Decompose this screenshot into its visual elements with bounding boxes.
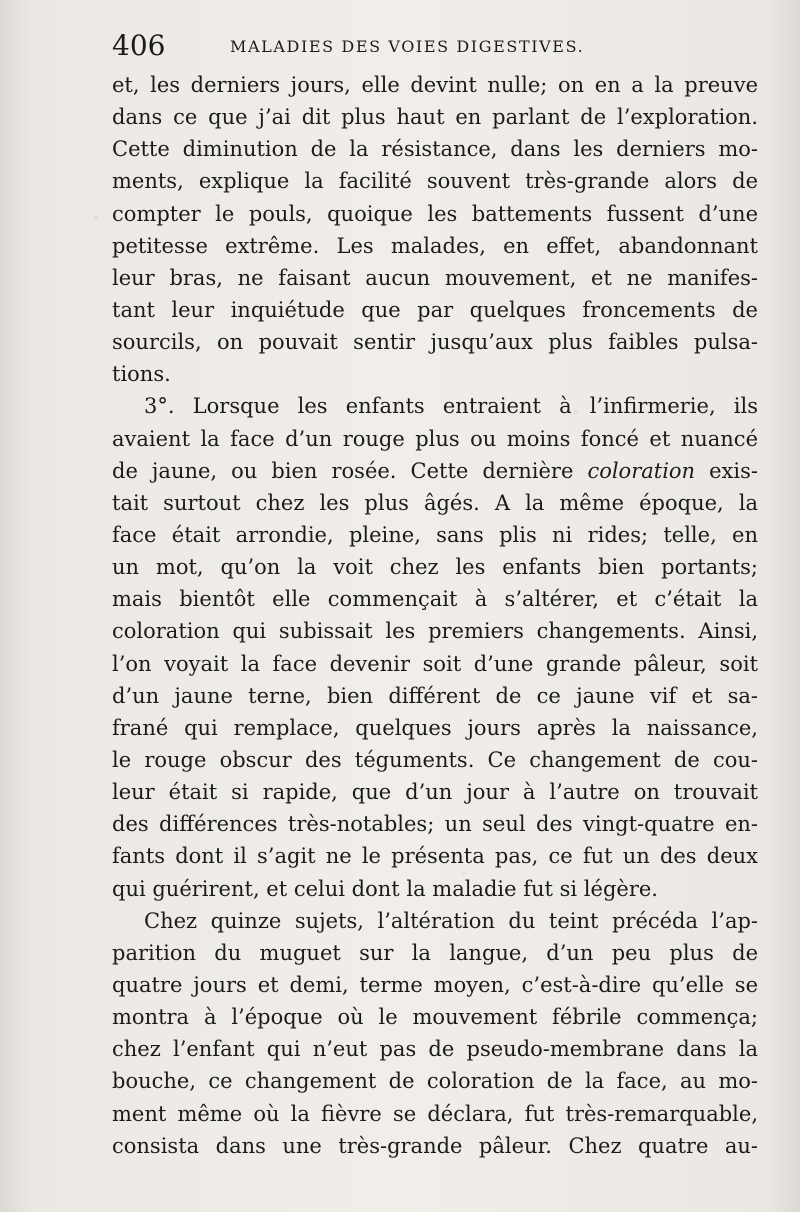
text-line: qui guérirent, et celui dont la maladie fut si légère.	[112, 876, 658, 901]
text-line: bouche, ce changement de coloration de la face, au mo-	[112, 1069, 758, 1094]
text-line: 3°. Lorsque les enfants entraient à l’infirmerie, ils	[144, 394, 758, 419]
text-line: dans ce que j’ai dit plus haut en parlant de l’exploration.	[112, 105, 758, 130]
italic-word: coloration	[587, 458, 696, 483]
text-line: ment même où la fièvre se déclara, fut très-remarquable,	[112, 1101, 758, 1126]
text-line: avaient la face d’un rouge plus ou moins foncé et nuancé	[112, 426, 758, 451]
text-line: fants dont il s’agit ne le présenta pas, ce fut un des deux	[112, 844, 758, 869]
text-line: leur bras, ne faisant aucun mouvement, et ne manifes-	[112, 265, 758, 290]
text-line: Chez quinze sujets, l’altération du teint précéda l’ap-	[144, 908, 758, 933]
text-segment: de jaune, ou bien rosée. Cette dernière	[112, 458, 588, 483]
text-line: frané qui remplace, quelques jours après la naissance,	[112, 715, 758, 740]
text-line: tions.	[112, 362, 171, 387]
text-line: un mot, qu’on la voit chez les enfants bien portants;	[112, 555, 758, 580]
text-line: mais bientôt elle commençait à s’altérer, et c’était la	[112, 587, 758, 612]
text-line: tait surtout chez les plus âgés. A la même époque, la	[112, 490, 758, 515]
page-number: 406	[112, 29, 166, 62]
text-line: tant leur inquiétude que par quelques froncements de	[112, 297, 758, 322]
text-line: consista dans une très-grande pâleur. Chez quatre au-	[112, 1133, 758, 1158]
text-line	[112, 455, 758, 487]
text-line: l’on voyait la face devenir soit d’une grande pâleur, soit	[112, 651, 758, 676]
text-line: et, les derniers jours, elle devint nulle; on en a la preuve	[112, 73, 758, 97]
text-line: chez l’enfant qui n’eut pas de pseudo-membrane dans la	[112, 1037, 758, 1062]
text-line: des différences très-notables; un seul des vingt-quatre en-	[112, 812, 758, 837]
text-line: le rouge obscur des téguments. Ce changement de cou-	[112, 747, 758, 772]
text-line: compter le pouls, quoique les battements fussent d’une	[112, 201, 758, 226]
text-line: sourcils, on pouvait sentir jusqu’aux plus faibles pulsa-	[112, 330, 758, 355]
text-line: montra à l’époque où le mouvement fébrile commença;	[112, 1005, 758, 1030]
text-line: petitesse extrême. Les malades, en effet, abandonnant	[112, 233, 758, 258]
text-line: parition du muguet sur la langue, d’un peu plus de	[112, 940, 758, 965]
text-line: d’un jaune terne, bien différent de ce jaune vif et sa-	[112, 683, 758, 708]
text-line: leur était si rapide, que d’un jour à l’autre on trouvait	[112, 780, 758, 805]
text-segment: exis-	[695, 458, 758, 483]
text-line: Cette diminution de la résistance, dans les derniers mo-	[112, 137, 758, 162]
running-head	[112, 29, 772, 62]
body-text	[112, 69, 758, 1162]
text-line: coloration qui subissait les premiers changements. Ainsi,	[112, 619, 758, 644]
text-line: quatre jours et demi, terme moyen, c’est-à-dire qu’elle se	[112, 972, 758, 997]
text-line: ments, explique la facilité souvent très-grande alors de	[112, 169, 758, 194]
running-title: MALADIES DES VOIES DIGESTIVES.	[230, 37, 585, 56]
text-line: face était arrondie, pleine, sans plis ni rides; telle, en	[112, 522, 758, 547]
